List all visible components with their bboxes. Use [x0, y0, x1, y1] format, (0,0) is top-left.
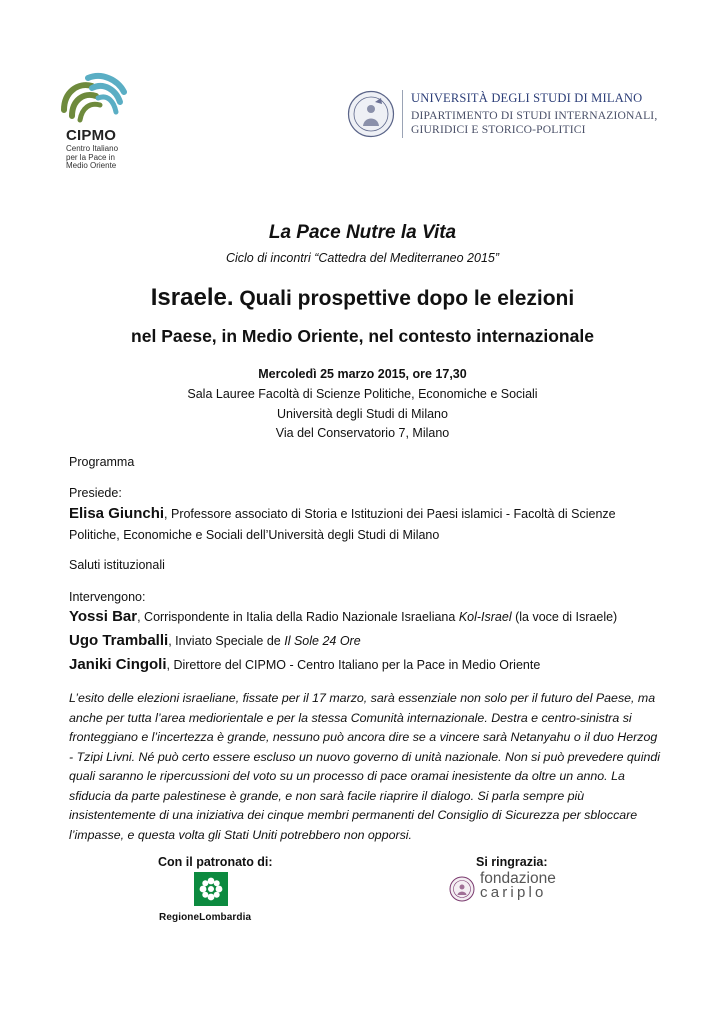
event-abstract: L’esito delle elezioni israeliane, fissate per il 17 marzo, sarà essenziale non solo per il futuro del Paese, ma anche per tutta l’area mediorientale e per la stessa Comunità internazionale. Destra e centro-sinistra si fronteggiano e l’incertezza è grande, nessuno può ancora dire se a vincere sarà Netanyahu o il duo Herzog - Tzipi Livni. Né può certo essere escluso un nuovo governo di unità nazionale. Non si può prevedere quindi quali saranno le ripercussioni del voto su un processo di pace oramai inesistente da oltre un anno. La sfiducia da parte palestinese è grande, e non sarà facile riaprire il dialogo. Si parla sempre più insistentemente di una iniziativa dei cinque membri permanenti del Consiglio di Sicurezza per sbloccare l’impasse, e questa volta gli Stati Uniti potrebbero non opporsi. — [69, 691, 660, 842]
chair-name: Elisa Giunchi — [69, 505, 165, 522]
university-name: UNIVERSITÀ DEGLI STUDI DI MILANO — [411, 91, 643, 105]
venue-line: Università degli Studi di Milano — [277, 406, 448, 421]
speaker-role: , Direttore del CIPMO - Centro Italiano per la Pace in Medio Oriente — [166, 658, 541, 672]
cariplo-name: fondazione cariplo — [480, 870, 556, 901]
headline — [0, 284, 725, 312]
cariplo-seal-icon — [449, 876, 475, 902]
department-name: DIPARTIMENTO DI STUDI INTERNAZIONALI, GIURIDICI E STORICO-POLITICI — [411, 109, 658, 136]
cipmo-name: CIPMO — [66, 127, 117, 144]
lombardia-name: RegioneLombardia — [159, 912, 252, 923]
speaker-role-italic: Kol-Israel — [458, 610, 512, 624]
speaker-name: Ugo Tramballi — [69, 632, 169, 649]
greetings-label: Saluti istituzionali — [69, 558, 165, 572]
speaker-role: , Corrispondente in Italia della Radio Nazionale Israeliana — [137, 610, 459, 624]
cipmo-subtitle: Centro Italiano per la Pace in Medio Oriente — [66, 144, 119, 171]
venue-line: Sala Lauree Facoltà di Scienze Politiche, Economiche e Sociali — [187, 387, 538, 401]
program-label: Programma — [69, 455, 135, 469]
chair-entry — [69, 503, 669, 546]
speaker-role-italic: Il Sole 24 Ore — [284, 634, 361, 648]
cycle-title: Ciclo di incontri “Cattedra del Mediterraneo 2015” — [225, 251, 500, 265]
speaker-entry — [69, 607, 669, 627]
speaker-entry — [69, 655, 669, 675]
thanks-label: Si ringrazia: — [476, 855, 548, 869]
series-title: La Pace Nutre la Vita — [268, 222, 457, 243]
headline-subtitle: nel Paese, in Medio Oriente, nel contesto internazionale — [131, 326, 594, 346]
speaker-role: , Inviato Speciale de — [168, 634, 285, 648]
speaker-name: Janiki Cingoli — [69, 656, 167, 673]
chair-label: Presiede: — [69, 486, 122, 500]
lombardia-rose-icon — [194, 872, 228, 906]
university-divider — [402, 90, 403, 138]
speakers-label: Intervengono: — [69, 590, 146, 604]
cipmo-logo-icon — [58, 70, 130, 125]
speaker-role-after: (la voce di Israele) — [511, 610, 618, 624]
patronage-label: Con il patronato di: — [158, 855, 273, 869]
headline-rest: Quali prospettive dopo le elezioni — [233, 287, 575, 310]
headline-big: Israele. — [150, 284, 234, 311]
speaker-entry — [69, 631, 669, 651]
university-seal-icon — [347, 90, 395, 138]
event-date: Mercoledì 25 marzo 2015, ore 17,30 — [258, 367, 467, 381]
event-venue — [0, 385, 725, 444]
speaker-name: Yossi Bar — [69, 608, 138, 625]
venue-line: Via del Conservatorio 7, Milano — [275, 426, 450, 440]
chair-role: , Professore associato di Storia e Istituzioni dei Paesi islamici - Facoltà di Scienze Politiche, Economiche e Sociali dell’Università degli Studi di Milano — [69, 507, 616, 542]
